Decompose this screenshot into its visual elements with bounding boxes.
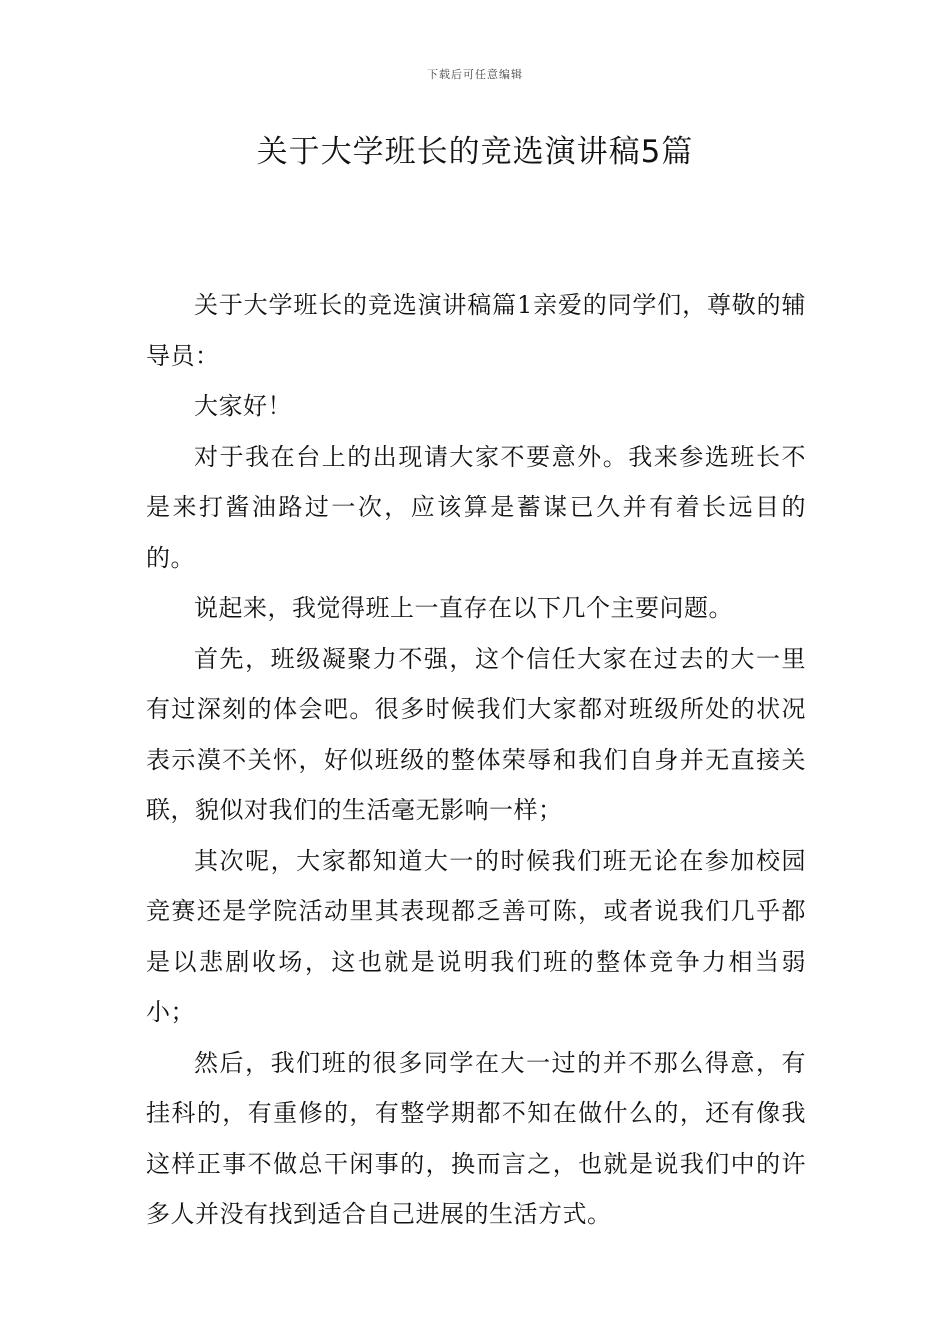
paragraph-6: 其次呢，大家都知道大一的时候我们班无论在参加校园竞赛还是学院活动里其表现都乏善可陈，或者说我们几乎都是以悲剧收场，这也就是说明我们班的整体竞争力相当弱小；: [146, 846, 806, 1026]
paragraph-7: 然后，我们班的很多同学在大一过的并不那么得意，有挂科的，有重修的，有整学期都不知在做什么的，还有像我这样正事不做总干闲事的，换而言之，也就是说我们中的许多人并没有找到适合自己进展的生活方式。: [146, 1048, 806, 1228]
header-note: 下载后可任意编辑: [427, 68, 523, 81]
paragraph-5: 首先，班级凝聚力不强，这个信任大家在过去的大一里有过深刻的体会吧。很多时候我们大家都对班级所处的状况表示漠不关怀，好似班级的整体荣辱和我们自身并无直接关联，貌似对我们的生活毫无影响一样；: [146, 644, 806, 824]
paragraph-1: 关于大学班长的竞选演讲稿篇1亲爱的同学们，尊敬的辅导员：: [146, 291, 806, 370]
paragraph-3: 对于我在台上的出现请大家不要意外。我来参选班长不是来打酱油路过一次，应该算是蓄谋已久并有着长远目的的。: [146, 442, 806, 572]
paragraph-2: 大家好！: [194, 392, 292, 420]
paragraph-4: 说起来，我觉得班上一直存在以下几个主要问题。: [194, 594, 733, 622]
document-body: [146, 280, 806, 1240]
document-title: 关于大学班长的竞选演讲稿5篇: [256, 134, 694, 170]
